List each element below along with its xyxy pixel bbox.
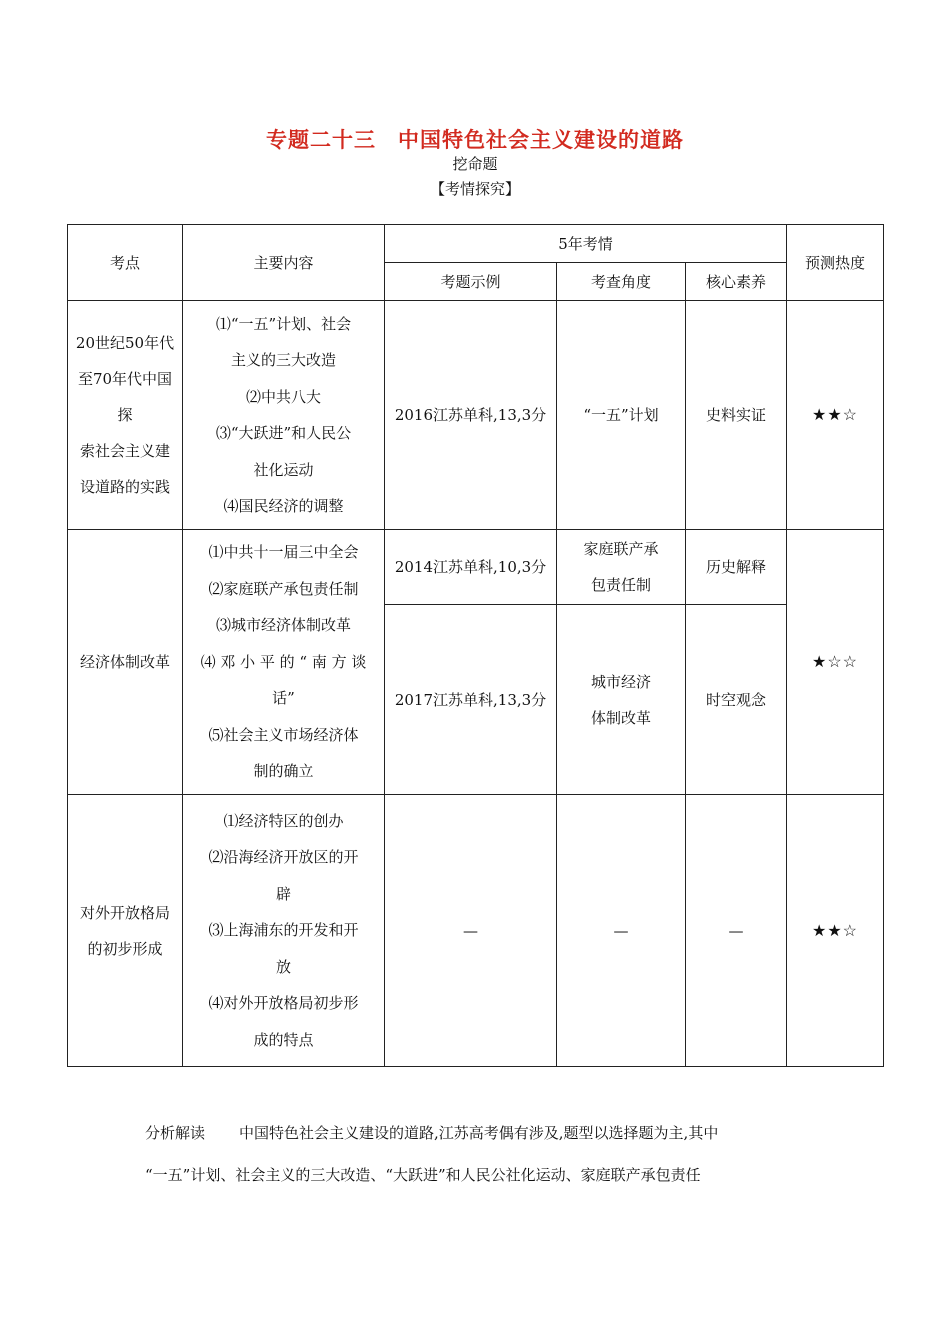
content-line: ⑵家庭联产承包责任制 xyxy=(208,579,359,598)
literacy-cell: — xyxy=(686,795,787,1067)
table-row xyxy=(68,530,884,605)
kaodian-line: 对外开放格局 xyxy=(79,903,170,922)
angle-cell: “一五”计划 xyxy=(557,301,686,530)
heat-rating: ★★☆ xyxy=(787,795,884,1067)
example-cell: 2017江苏单科,13,3分 xyxy=(385,605,557,795)
content-line: 话” xyxy=(272,689,295,708)
example-cell: — xyxy=(385,795,557,1067)
content-line: 社化运动 xyxy=(253,460,314,479)
angle-line: 城市经济 xyxy=(590,672,651,691)
content-line: ⑶上海浦东的开发和开 xyxy=(208,921,359,940)
content-line: ⑷国民经济的调整 xyxy=(223,497,344,515)
angle-cell xyxy=(557,530,686,605)
kaodian-cell xyxy=(68,301,183,530)
kaodian-line: 至70年代中国 xyxy=(77,370,173,388)
analysis-paragraph xyxy=(145,1112,810,1196)
content-line: ⑵中共八大 xyxy=(245,387,321,406)
content-line: ⑴中共十一届三中全会 xyxy=(208,543,359,562)
angle-cell: — xyxy=(557,795,686,1067)
heat-rating: ★☆☆ xyxy=(787,530,884,795)
header-angle: 考查角度 xyxy=(557,263,686,301)
literacy-cell: 历史解释 xyxy=(686,530,787,605)
literacy-cell: 时空观念 xyxy=(686,605,787,795)
example-cell: 2016江苏单科,13,3分 xyxy=(385,301,557,530)
kaodian-cell: 经济体制改革 xyxy=(68,530,183,795)
exam-analysis-table xyxy=(67,224,884,1067)
content-line: ⑶“大跃进”和人民公 xyxy=(215,424,352,442)
kaodian-line: 索社会主义建 xyxy=(79,442,170,460)
kaodian-line: 探 xyxy=(117,406,133,424)
content-line: ⑴“一五”计划、社会 xyxy=(215,314,352,333)
page-title: 专题二十三 中国特色社会主义建设的道路 xyxy=(266,128,684,152)
content-line: 制的确立 xyxy=(253,762,314,781)
content-line: ⑶城市经济体制改革 xyxy=(215,616,351,635)
section-heading: 【考情探究】 xyxy=(429,180,520,198)
content-line: 成的特点 xyxy=(253,1030,314,1049)
analysis-label: 分析解读 xyxy=(145,1124,206,1142)
kaodian-cell xyxy=(68,795,183,1067)
content-line: ⑷对外开放格局初步形 xyxy=(208,994,359,1013)
content-line: 放 xyxy=(275,957,291,976)
analysis-line-1 xyxy=(145,1112,810,1154)
literacy-cell: 史料实证 xyxy=(686,301,787,530)
kaodian-line: 20世纪50年代 xyxy=(75,334,175,352)
content-line: ⑸社会主义市场经济体 xyxy=(208,725,359,744)
example-cell: 2014江苏单科,10,3分 xyxy=(385,530,557,605)
header-literacy: 核心素养 xyxy=(686,263,787,301)
header-content: 主要内容 xyxy=(183,225,385,301)
header-example: 考题示例 xyxy=(385,263,557,301)
content-cell xyxy=(183,301,385,530)
content-line: ⑵沿海经济开放区的开 xyxy=(208,848,359,867)
analysis-text: 中国特色社会主义建设的道路,江苏高考偶有涉及,题型以选择题为主,其中 xyxy=(239,1124,719,1142)
table-row xyxy=(68,301,884,530)
content-line: ⑷ 邓 小 平 的 “ 南 方 谈 xyxy=(200,652,367,671)
kaodian-line: 设道路的实践 xyxy=(79,478,170,496)
header-five-years: 5年考情 xyxy=(385,225,787,263)
content-cell xyxy=(183,530,385,795)
angle-cell xyxy=(557,605,686,795)
header-heat: 预测热度 xyxy=(787,225,884,301)
angle-line: 家庭联产承 xyxy=(583,540,659,558)
content-cell xyxy=(183,795,385,1067)
angle-line: 体制改革 xyxy=(590,708,651,727)
header-kaodian: 考点 xyxy=(68,225,183,301)
kaodian-line: 的初步形成 xyxy=(87,939,163,958)
content-line: 辟 xyxy=(275,884,291,903)
table-row xyxy=(68,795,884,1067)
content-line: 主义的三大改造 xyxy=(230,351,336,369)
angle-line: 包责任制 xyxy=(590,576,651,594)
heat-rating: ★★☆ xyxy=(787,301,884,530)
analysis-line-2: “一五”计划、社会主义的三大改造、“大跃进”和人民公社化运动、家庭联产承包责任 xyxy=(145,1166,701,1184)
subtitle: 挖命题 xyxy=(452,155,498,173)
content-line: ⑴经济特区的创办 xyxy=(223,811,344,830)
